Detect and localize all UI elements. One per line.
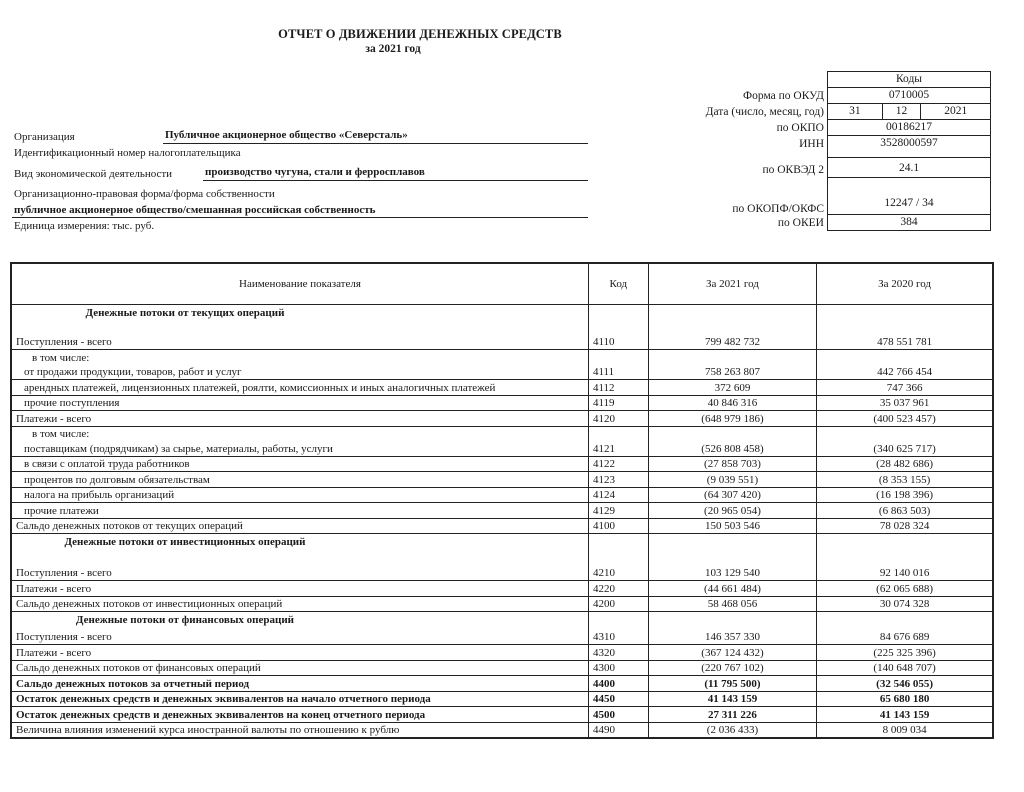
okud-value: 0710005	[827, 88, 991, 104]
okopf-value: 12247 / 34	[827, 178, 991, 215]
row-code: 4129	[588, 503, 648, 519]
row-code: 4112	[588, 380, 648, 396]
row-name: поставщикам (подрядчикам) за сырье, материалы, работы, услуги	[11, 441, 588, 456]
row-code: 4310	[588, 612, 648, 645]
table-row	[11, 518, 993, 534]
row-code: 4210	[588, 534, 648, 581]
row-value-2020: (340 625 717)	[817, 441, 993, 456]
table-row	[11, 722, 993, 738]
row-value-2021: (9 039 551)	[648, 472, 816, 488]
okei-label: по ОКЕИ	[777, 217, 824, 229]
table-row	[11, 691, 993, 707]
row-value-2021: 758 263 807	[648, 365, 816, 380]
table-row	[11, 487, 993, 503]
org-label: Организация	[14, 131, 75, 143]
table-row	[11, 645, 993, 661]
row-code: 4450	[588, 691, 648, 707]
row-name: Величина влияния изменений курса иностранной валюты по отношению к рублю	[11, 722, 588, 738]
table-row	[11, 534, 993, 581]
okved-value: 24.1	[827, 158, 991, 178]
row-name: Поступления - всего	[16, 336, 112, 348]
table-row	[11, 395, 993, 411]
section-heading-financing: Денежные потоки от финансовых операций	[75, 614, 295, 626]
row-code: 4111	[588, 365, 648, 380]
table-row	[11, 365, 993, 380]
row-value-2021: 146 357 330	[648, 612, 816, 645]
row-code: 4120	[588, 411, 648, 427]
row-value-2020: 84 676 689	[817, 612, 993, 645]
col-header-2021: За 2021 год	[648, 263, 816, 305]
row-value-2020: (62 065 688)	[817, 581, 993, 597]
row-value-2021: (20 965 054)	[648, 503, 816, 519]
row-value-2020: 35 037 961	[817, 395, 993, 411]
inn-code-value: 3528000597	[827, 136, 991, 158]
row-code: 4400	[588, 676, 648, 692]
row-code: 4123	[588, 472, 648, 488]
date-value	[827, 104, 991, 120]
row-value-2021: 58 468 056	[648, 596, 816, 612]
row-value-2020: (225 325 396)	[817, 645, 993, 661]
table-row	[11, 581, 993, 597]
row-value-2021: (648 979 186)	[648, 411, 816, 427]
table-row	[11, 305, 993, 350]
row-value-2021: 41 143 159	[648, 691, 816, 707]
row-code: 4200	[588, 596, 648, 612]
okpo-value: 00186217	[827, 120, 991, 136]
row-value-2020: (400 523 457)	[817, 411, 993, 427]
row-name: Поступления - всего	[16, 567, 112, 579]
row-value-2021: 799 482 732	[648, 305, 816, 350]
legal-form-underline	[12, 217, 588, 218]
okpo-label: по ОКПО	[776, 122, 824, 134]
org-underline	[163, 143, 588, 144]
row-name: арендных платежей, лицензионных платежей, роялти, комиссионных и иных аналогичных платежей	[11, 380, 588, 396]
row-name: от продажи продукции, товаров, работ и услуг	[11, 365, 588, 380]
row-value-2021: (11 795 500)	[648, 676, 816, 692]
section-heading-investing: Денежные потоки от инвестиционных операций	[64, 536, 306, 548]
date-month: 12	[883, 104, 922, 119]
row-name: Платежи - всего	[11, 581, 588, 597]
row-value-2020: 478 551 781	[817, 305, 993, 350]
cash-flow-table	[10, 262, 994, 739]
row-name: в том числе:	[11, 350, 588, 365]
row-name: Остаток денежных средств и денежных эквивалентов на конец отчетного периода	[11, 707, 588, 723]
row-value-2020: (28 482 686)	[817, 456, 993, 472]
legal-form-label: Организационно-правовая форма/форма собственности	[14, 188, 275, 200]
row-value-2021: (526 808 458)	[648, 441, 816, 456]
row-value-2021: (44 661 484)	[648, 581, 816, 597]
row-code: 4320	[588, 645, 648, 661]
row-value-2020: 78 028 324	[817, 518, 993, 534]
table-row	[11, 441, 993, 456]
row-name: Остаток денежных средств и денежных эквивалентов на начало отчетного периода	[11, 691, 588, 707]
row-name: процентов по долговым обязательствам	[11, 472, 588, 488]
col-header-code: Код	[588, 263, 648, 305]
date-year: 2021	[944, 105, 968, 117]
activity-underline	[203, 180, 588, 181]
row-code: 4110	[588, 305, 648, 350]
report-title: ОТЧЕТ О ДВИЖЕНИИ ДЕНЕЖНЫХ СРЕДСТВ	[278, 27, 562, 41]
row-name: Сальдо денежных потоков от инвестиционных операций	[11, 596, 588, 612]
activity-value: производство чугуна, стали и ферросплавов	[205, 166, 425, 178]
date-day: 31	[828, 104, 883, 119]
activity-label: Вид экономической деятельности	[14, 168, 173, 180]
row-value-2021: (64 307 420)	[648, 487, 816, 503]
okei-value: 384	[827, 215, 991, 231]
row-name: Платежи - всего	[11, 645, 588, 661]
row-value-2020: (16 198 396)	[817, 487, 993, 503]
table-row	[11, 411, 993, 427]
row-value-2021: 40 846 316	[648, 395, 816, 411]
row-value-2020: 65 680 180	[817, 691, 993, 707]
row-name: налога на прибыль организаций	[11, 487, 588, 503]
table-row	[11, 456, 993, 472]
okved-label: по ОКВЭД 2	[762, 164, 824, 176]
table-row	[11, 707, 993, 723]
codes-heading: Коды	[827, 71, 991, 88]
okopf-label: по ОКОПФ/ОКФС	[732, 203, 824, 215]
org-name: Публичное акционерное общество «Северсталь»	[165, 129, 408, 141]
row-value-2020: 8 009 034	[817, 722, 993, 738]
table-row	[11, 676, 993, 692]
row-value-2020: (6 863 503)	[817, 503, 993, 519]
row-name: в связи с оплатой труда работников	[11, 456, 588, 472]
row-name: Поступления - всего	[16, 631, 112, 643]
col-header-2020: За 2020 год	[817, 263, 993, 305]
row-name: Сальдо денежных потоков за отчетный период	[11, 676, 588, 692]
row-value-2021: (220 767 102)	[648, 660, 816, 676]
row-value-2021: 372 609	[648, 380, 816, 396]
col-header-name: Наименование показателя	[11, 263, 588, 305]
row-value-2021: 27 311 226	[648, 707, 816, 723]
row-value-2020: 41 143 159	[817, 707, 993, 723]
date-label: Дата (число, месяц, год)	[705, 106, 824, 118]
table-header-row	[11, 263, 993, 305]
row-code: 4121	[588, 441, 648, 456]
row-code: 4490	[588, 722, 648, 738]
table-row	[11, 380, 993, 396]
legal-form-value: публичное акционерное общество/смешанная российская собственность	[14, 204, 376, 216]
report-period: за 2021 год	[365, 43, 421, 55]
row-value-2021: 150 503 546	[648, 518, 816, 534]
unit-label: Единица измерения: тыс. руб.	[14, 220, 155, 232]
row-value-2020: 30 074 328	[817, 596, 993, 612]
row-name: Платежи - всего	[11, 411, 588, 427]
table-row	[11, 426, 993, 441]
row-value-2021: 103 129 540	[648, 534, 816, 581]
row-value-2021: (2 036 433)	[648, 722, 816, 738]
row-value-2020: 442 766 454	[817, 365, 993, 380]
row-code: 4119	[588, 395, 648, 411]
row-code: 4500	[588, 707, 648, 723]
table-row	[11, 596, 993, 612]
row-name: в том числе:	[11, 426, 588, 441]
table-row	[11, 612, 993, 645]
row-value-2020: 92 140 016	[817, 534, 993, 581]
row-value-2021: (27 858 703)	[648, 456, 816, 472]
row-value-2020: (8 353 155)	[817, 472, 993, 488]
row-name: прочие поступления	[11, 395, 588, 411]
table-row	[11, 472, 993, 488]
table-row	[11, 503, 993, 519]
inn-label: Идентификационный номер налогоплательщика	[14, 147, 241, 159]
row-code: 4124	[588, 487, 648, 503]
row-value-2020: 747 366	[817, 380, 993, 396]
table-row	[11, 660, 993, 676]
row-code: 4300	[588, 660, 648, 676]
row-value-2020: (32 546 055)	[817, 676, 993, 692]
row-value-2021: (367 124 432)	[648, 645, 816, 661]
section-heading-operating: Денежные потоки от текущих операций	[85, 307, 285, 319]
row-code: 4100	[588, 518, 648, 534]
inn-code-label: ИНН	[799, 138, 824, 150]
table-row	[11, 350, 993, 365]
okud-label: Форма по ОКУД	[743, 90, 824, 102]
row-name: Сальдо денежных потоков от финансовых операций	[11, 660, 588, 676]
row-code: 4220	[588, 581, 648, 597]
row-code: 4122	[588, 456, 648, 472]
row-name: прочие платежи	[11, 503, 588, 519]
row-value-2020: (140 648 707)	[817, 660, 993, 676]
row-name: Сальдо денежных потоков от текущих операций	[11, 518, 588, 534]
